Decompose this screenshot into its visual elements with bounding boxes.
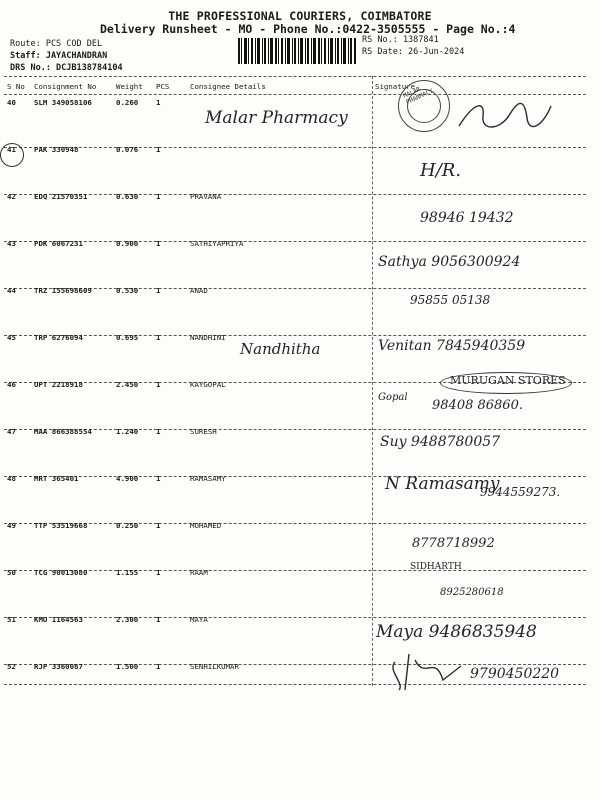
row-consignee: SATHIYAPRIYA [190, 239, 244, 248]
row-consignee: RAAM [190, 568, 208, 577]
table-row [4, 517, 586, 571]
table-row [4, 423, 586, 477]
hw-row52-phone: 9790450220 [470, 666, 560, 682]
circle-mark [0, 143, 24, 167]
staff-text: Staff: JAYACHANDRAN [10, 51, 108, 61]
row-pcs: 1 [156, 380, 161, 389]
col-consignment: Consignment No [34, 82, 97, 91]
row-weight: 0.630 [116, 192, 139, 201]
hw-row47: Suy 9488780057 [380, 434, 501, 450]
col-signature: Signature [375, 82, 416, 91]
rs-date-text: RS Date: 26-Jun-2024 [362, 47, 465, 57]
col-consignee: Consignee Details [190, 82, 266, 91]
row-sno: 46 [7, 380, 16, 389]
runsheet-title: Delivery Runsheet - MO - Phone No.:0422-3505555 - Page No.:4 [100, 22, 516, 36]
row-consignment: MRT 365401 [34, 474, 79, 483]
route-block [10, 38, 123, 74]
drs-text: DRS No.: DCJB138784104 [10, 63, 123, 73]
rs-no-text: RS No.: 1387841 [362, 35, 439, 45]
row-consignee: PRAVANA [190, 192, 222, 201]
row-weight: 0.250 [116, 521, 139, 530]
col-pcs: PCS [156, 82, 170, 91]
table-row [4, 282, 586, 336]
hw-row50-phone: 8925280618 [440, 587, 504, 598]
hw-gopal: Gopal [378, 392, 408, 403]
row-weight: 1.500 [116, 662, 139, 671]
row-consignment: MAA 866388554 [34, 427, 92, 436]
row-pcs: 1 [156, 662, 161, 671]
row-consignee: KAYGOPAL [190, 380, 226, 389]
rs-block [362, 34, 464, 58]
hw-murugan-stores: MURUGAN STORES [450, 374, 566, 387]
table-header [4, 76, 586, 95]
row-pcs: 1 [156, 98, 161, 107]
row-consignment: KMU 1164563 [34, 615, 83, 624]
row-weight: 2.450 [116, 380, 139, 389]
hw-row50-name: SIDHARTH [410, 562, 462, 572]
row-sno: 48 [7, 474, 16, 483]
row-consignee: RAMASAMY [190, 474, 226, 483]
table-row [4, 141, 586, 195]
row-consignee: SURESH [190, 427, 217, 436]
row-pcs: 1 [156, 521, 161, 530]
row-consignment: RJP 3360087 [34, 662, 83, 671]
signature-scribble [385, 650, 465, 692]
hw-row43: Sathya 9056300924 [378, 254, 521, 270]
row-sno: 49 [7, 521, 16, 530]
row-weight: 2.300 [116, 615, 139, 624]
signature-scribble [455, 96, 555, 134]
row-consignment: UPT 2218918 [34, 380, 83, 389]
row-weight: 4.900 [116, 474, 139, 483]
row-sno: 51 [7, 615, 16, 624]
row-weight: 0.695 [116, 333, 139, 342]
hw-nandhitha: Nandhitha [240, 340, 321, 358]
hw-row45: Venitan 7845940359 [378, 338, 526, 354]
row-weight: 1.240 [116, 427, 139, 436]
row-sno: 52 [7, 662, 16, 671]
hw-row42-phone: 98946 19432 [420, 210, 514, 226]
row-consignment: TRZ 155698609 [34, 286, 92, 295]
pharmacy-stamp [398, 80, 450, 132]
row-sno: 42 [7, 192, 16, 201]
hw-row48-name: N Ramasamy [385, 474, 500, 494]
hw-row44-phone: 95855 05138 [410, 293, 491, 307]
hw-row51: Maya 9486835948 [376, 622, 537, 642]
row-consignment: TCG 90013080 [34, 568, 88, 577]
hw-row49-phone: 8778718992 [412, 536, 495, 551]
hw-row48-phone: 9944559273. [480, 485, 561, 499]
row-sno: 41 [7, 145, 16, 154]
row-pcs: 1 [156, 333, 161, 342]
row-consignment: TTP 53519668 [34, 521, 88, 530]
row-sno: 45 [7, 333, 16, 342]
row-consignment: EDQ 21570351 [34, 192, 88, 201]
row-pcs: 1 [156, 192, 161, 201]
row-consignee: NANDHINI [190, 333, 226, 342]
row-pcs: 1 [156, 427, 161, 436]
row-consignment: TRP 6276094 [34, 333, 83, 342]
row-weight: 0.530 [116, 286, 139, 295]
row-pcs: 1 [156, 239, 161, 248]
row-consignment: SLM 349058106 [34, 98, 92, 107]
row-consignment: PAK 330948 [34, 145, 79, 154]
row-pcs: 1 [156, 145, 161, 154]
row-weight: 0.900 [116, 239, 139, 248]
hw-malar-pharmacy: Malar Pharmacy [205, 108, 348, 128]
col-weight: Weight [116, 82, 143, 91]
row-sno: 40 [7, 98, 16, 107]
stamp-text: MALAR PHARMACY [402, 85, 435, 107]
col-sno: S No [7, 82, 25, 91]
row-consignee: MAYA [190, 615, 208, 624]
hw-row46-phone: 98408 86860. [432, 398, 523, 413]
row-pcs: 1 [156, 474, 161, 483]
row-weight: 0.260 [116, 98, 139, 107]
row-consignee: ANAD [190, 286, 208, 295]
company-title: THE PROFESSIONAL COURIERS, COIMBATORE [168, 9, 432, 23]
row-pcs: 1 [156, 568, 161, 577]
row-sno: 43 [7, 239, 16, 248]
hw-hr: H/R. [420, 160, 462, 181]
row-consignee: SENHILKUMAR [190, 662, 239, 671]
row-pcs: 1 [156, 286, 161, 295]
row-pcs: 1 [156, 615, 161, 624]
row-consignee: MOHAMED [190, 521, 222, 530]
row-weight: 0.076 [116, 145, 139, 154]
row-consignment: PDK 6067231 [34, 239, 83, 248]
row-sno: 44 [7, 286, 16, 295]
row-weight: 1.155 [116, 568, 139, 577]
row-sno: 50 [7, 568, 16, 577]
barcode-image [238, 38, 356, 64]
row-sno: 47 [7, 427, 16, 436]
route-text: Route: PCS COD DEL [10, 39, 103, 49]
